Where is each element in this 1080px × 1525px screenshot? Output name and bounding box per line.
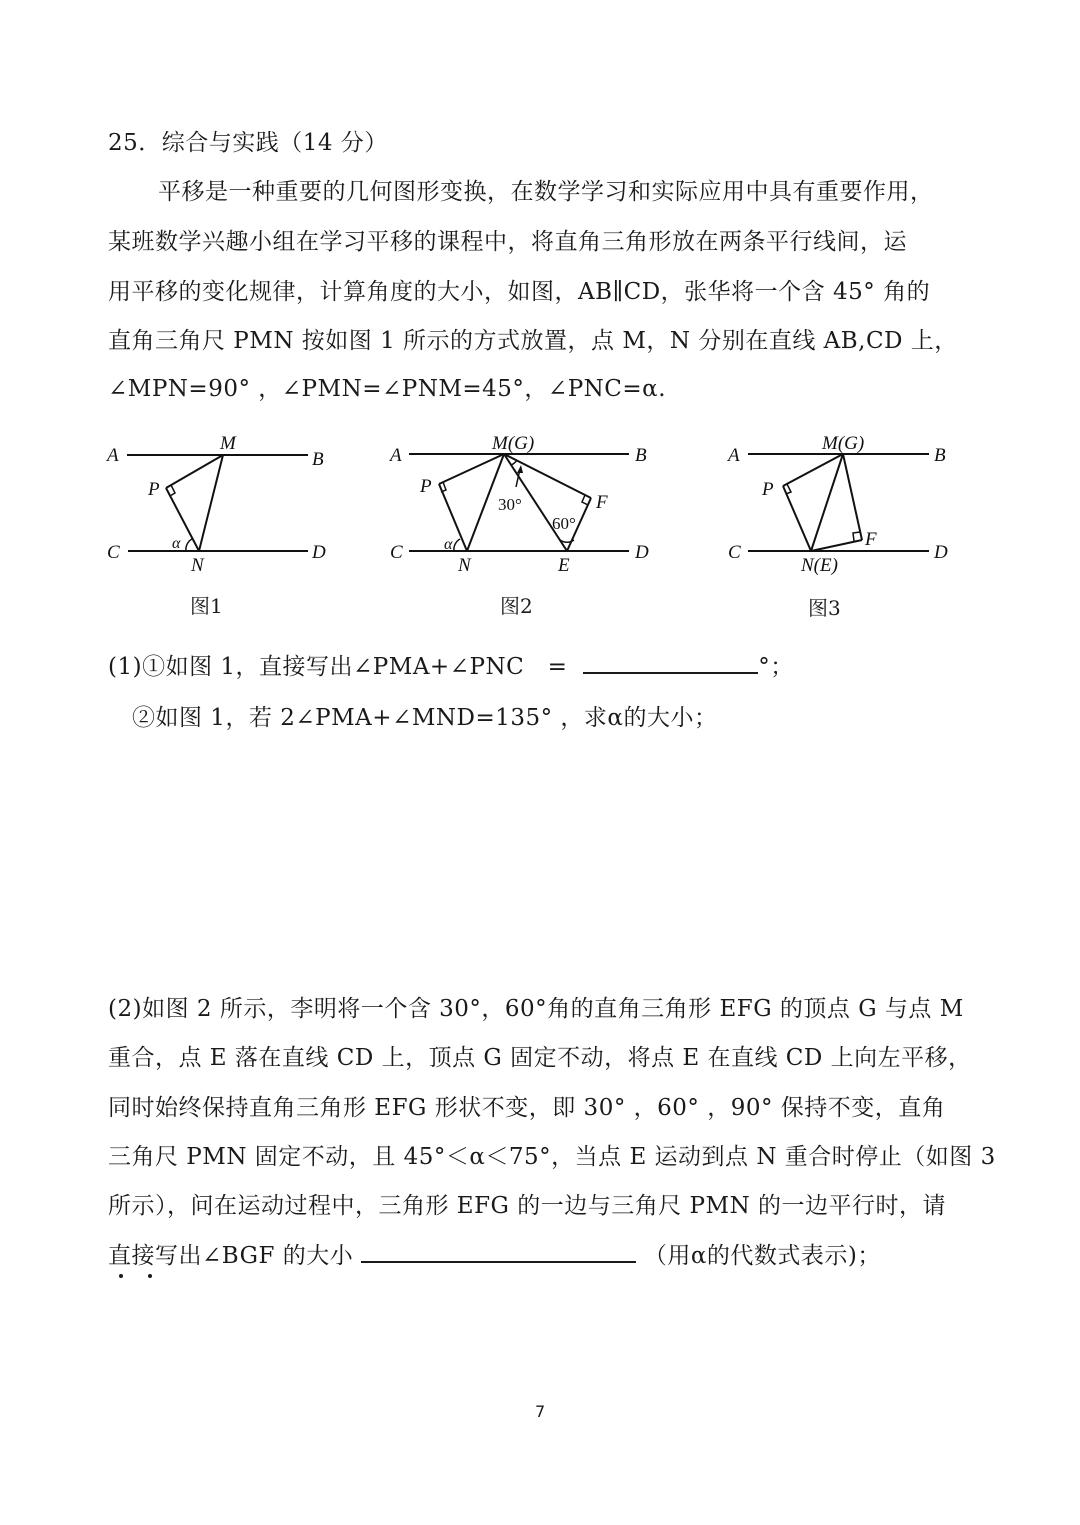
part1-q1-suffix: °；	[758, 654, 794, 680]
label-D: D	[635, 542, 649, 563]
figure-1-diagram	[100, 425, 360, 595]
label-alpha: α	[444, 536, 453, 553]
emphasis-dot	[148, 1274, 152, 1278]
figure-3-caption: 图3	[808, 596, 841, 620]
figure-1-caption: 图1	[190, 594, 223, 618]
label-C: C	[728, 542, 741, 563]
part2-line-3: 同时始终保持直角三角形 EFG 形状不变，即 30° ，60° ，90° 保持不变，直角	[108, 1095, 946, 1121]
answer-blank-2[interactable]	[361, 1241, 636, 1263]
part2-last-text: 直接写出∠BGF 的大小	[108, 1243, 354, 1269]
label-F: F	[596, 492, 608, 513]
intro-line-3: 用平移的变化规律，计算角度的大小，如图，AB∥CD，张华将一个含 45° 角的	[108, 279, 931, 305]
intro-line-4: 直角三角尺 PMN 按如图 1 所示的方式放置，点 M，N 分别在直线 AB,CD 上，	[108, 328, 958, 354]
label-F: F	[865, 529, 877, 550]
label-60-degrees: 60°	[552, 514, 576, 533]
label-P: P	[420, 476, 432, 497]
intro-line-2: 某班数学兴趣小组在学习平移的课程中，将直角三角形放在两条平行线间，运	[108, 229, 907, 255]
label-C: C	[390, 542, 403, 563]
label-B: B	[312, 449, 324, 470]
label-N: N	[458, 555, 471, 576]
figure-2-caption: 图2	[500, 594, 533, 618]
label-D: D	[934, 542, 948, 563]
label-D: D	[312, 542, 326, 563]
label-P: P	[762, 479, 774, 500]
label-P: P	[148, 479, 160, 500]
label-B: B	[635, 445, 647, 466]
label-A: A	[107, 445, 119, 466]
intro-line-1: 平移是一种重要的几何图形变换，在数学学习和实际应用中具有重要作用，	[158, 179, 934, 205]
label-A: A	[390, 445, 402, 466]
label-alpha: α	[172, 535, 181, 552]
part2-line-2: 重合，点 E 落在直线 CD 上，顶点 G 固定不动，将点 E 在直线 CD 上向左平移，	[108, 1045, 972, 1071]
part2-line-4: 三角尺 PMN 固定不动，且 45°＜α＜75°，当点 E 运动到点 N 重合时停止（如图 3	[108, 1144, 996, 1170]
emphasis-dot	[119, 1274, 123, 1278]
label-M: M	[220, 433, 236, 454]
figure-2-diagram	[380, 425, 680, 595]
page-number: 7	[535, 1402, 546, 1421]
answer-blank-1[interactable]	[583, 652, 758, 674]
label-E: E	[558, 555, 570, 576]
label-A: A	[728, 445, 740, 466]
label-M-G: M(G)	[492, 433, 535, 454]
figure-3-diagram	[715, 425, 975, 595]
part1-question-2: ②如图 1，若 2∠PMA+∠MND=135° ，求α的大小；	[132, 705, 718, 731]
part2-line-5: 所示），问在运动过程中，三角形 EFG 的一边与三角尺 PMN 的一边平行时，请	[108, 1193, 947, 1219]
label-N-E: N(E)	[801, 555, 838, 576]
label-B: B	[934, 445, 946, 466]
label-M-G: M(G)	[822, 433, 865, 454]
label-N: N	[191, 555, 204, 576]
label-C: C	[107, 542, 120, 563]
question-header: 25．综合与实践（14 分）	[108, 130, 388, 156]
part2-last-suffix: （用α的代数式表示)；	[643, 1243, 881, 1269]
part2-line-6	[108, 1241, 881, 1271]
intro-line-5: ∠MPN=90° ，∠PMN=∠PNM=45°，∠PNC=α.	[108, 376, 667, 402]
part1-question-1	[108, 652, 794, 682]
part1-q1-text: (1)①如图 1，直接写出∠PMA+∠PNC =	[108, 654, 568, 680]
label-30-degrees: 30°	[498, 495, 522, 514]
part2-line-1: (2)如图 2 所示，李明将一个含 30°，60°角的直角三角形 EFG 的顶点 G 与点 M	[108, 996, 964, 1022]
